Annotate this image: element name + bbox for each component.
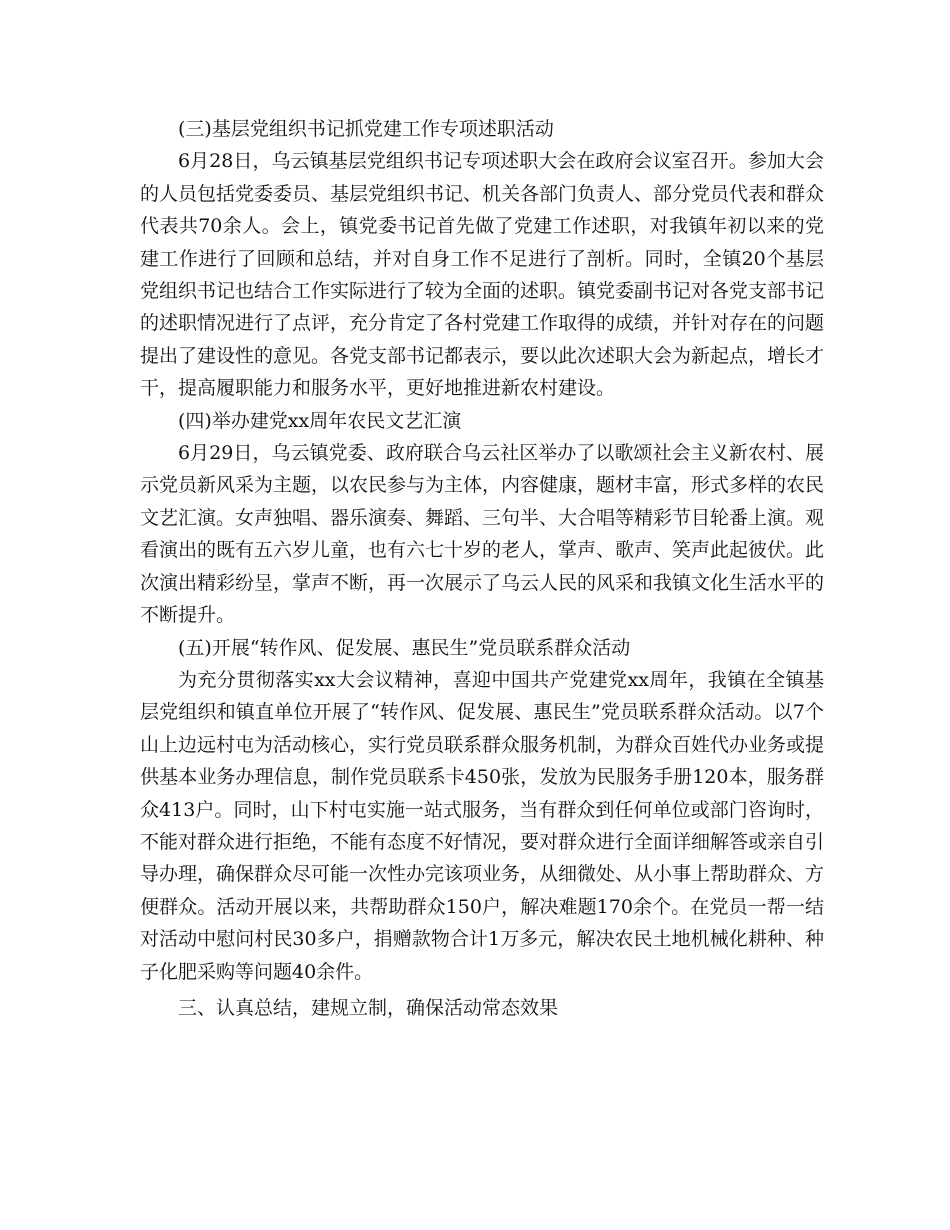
subheading-5: (五)开展“转作风、促发展、惠民生”党员联系群众活动: [178, 636, 631, 659]
paragraph-4: 6月29日，乌云镇党委、政府联合乌云社区举办了以歌颂社会主义新农村、展示党员新风采为主题，以农民参与为主体，内容健康，题材丰富，形式多样的农民文艺汇演。女声独唱、器乐演奏、舞蹈、三句半、大合唱等精彩节目轮番上演。观看演出的既有五六岁儿童，也有六七十岁的老人，掌声、歌声、笑声此起彼伏。此次演出精彩纷呈，掌声不断，再一次展示了乌云人民的风采和我镇文化生活水平的不断提升。: [140, 442, 825, 627]
section-heading-3: 三、认真总结，建规立制，确保活动常态效果: [178, 996, 559, 1019]
paragraph-5: 为充分贯彻落实xx大会议精神，喜迎中国共产党建党xx周年，我镇在全镇基层党组织和镇直单位开展了“转作风、促发展、惠民生”党员联系群众活动。以7个山上边远村屯为活动核心，实行党员联系群众服务机制，为群众百姓代办业务或提供基本业务办理信息，制作党员联系卡450张，发放为民服务手册120本，服务群众413户。同时，山下村屯实施一站式服务，当有群众到任何单位或部门咨询时，不能对群众进行拒绝，不能有态度不好情况，要对群众进行全面详细解答或亲自引导办理，确保群众尽可能一次性办完该项业务，从细微处、从小事上帮助群众、方便群众。活动开展以来，共帮助群众150户，解决难题170余个。在党员一帮一结对活动中慰问村民30多户，捐赠款物合计1万多元，解决农民土地机械化耕种、种子化肥采购等问题40余件。: [140, 668, 825, 983]
paragraph-3: 6月28日，乌云镇基层党组织书记专项述职大会在政府会议室召开。参加大会的人员包括党委委员、基层党组织书记、机关各部门负责人、部分党员代表和群众代表共70余人。会上，镇党委书记首先做了党建工作述职，对我镇年初以来的党建工作进行了回顾和总结，并对自身工作不足进行了剖析。同时，全镇20个基层党组织书记也结合工作实际进行了较为全面的述职。镇党委副书记对各党支部书记的述职情况进行了点评，充分肯定了各村党建工作取得的成绩，并针对存在的问题提出了建设性的意见。各党支部书记都表示，要以此次述职大会为新起点，增长才干，提高履职能力和服务水平，更好地推进新农村建设。: [140, 150, 825, 400]
subheading-4: (四)举办建党xx周年农民文艺汇演: [178, 409, 462, 432]
subheading-3: (三)基层党组织书记抓党建工作专项述职活动: [178, 118, 554, 140]
document-body: [140, 113, 824, 1024]
